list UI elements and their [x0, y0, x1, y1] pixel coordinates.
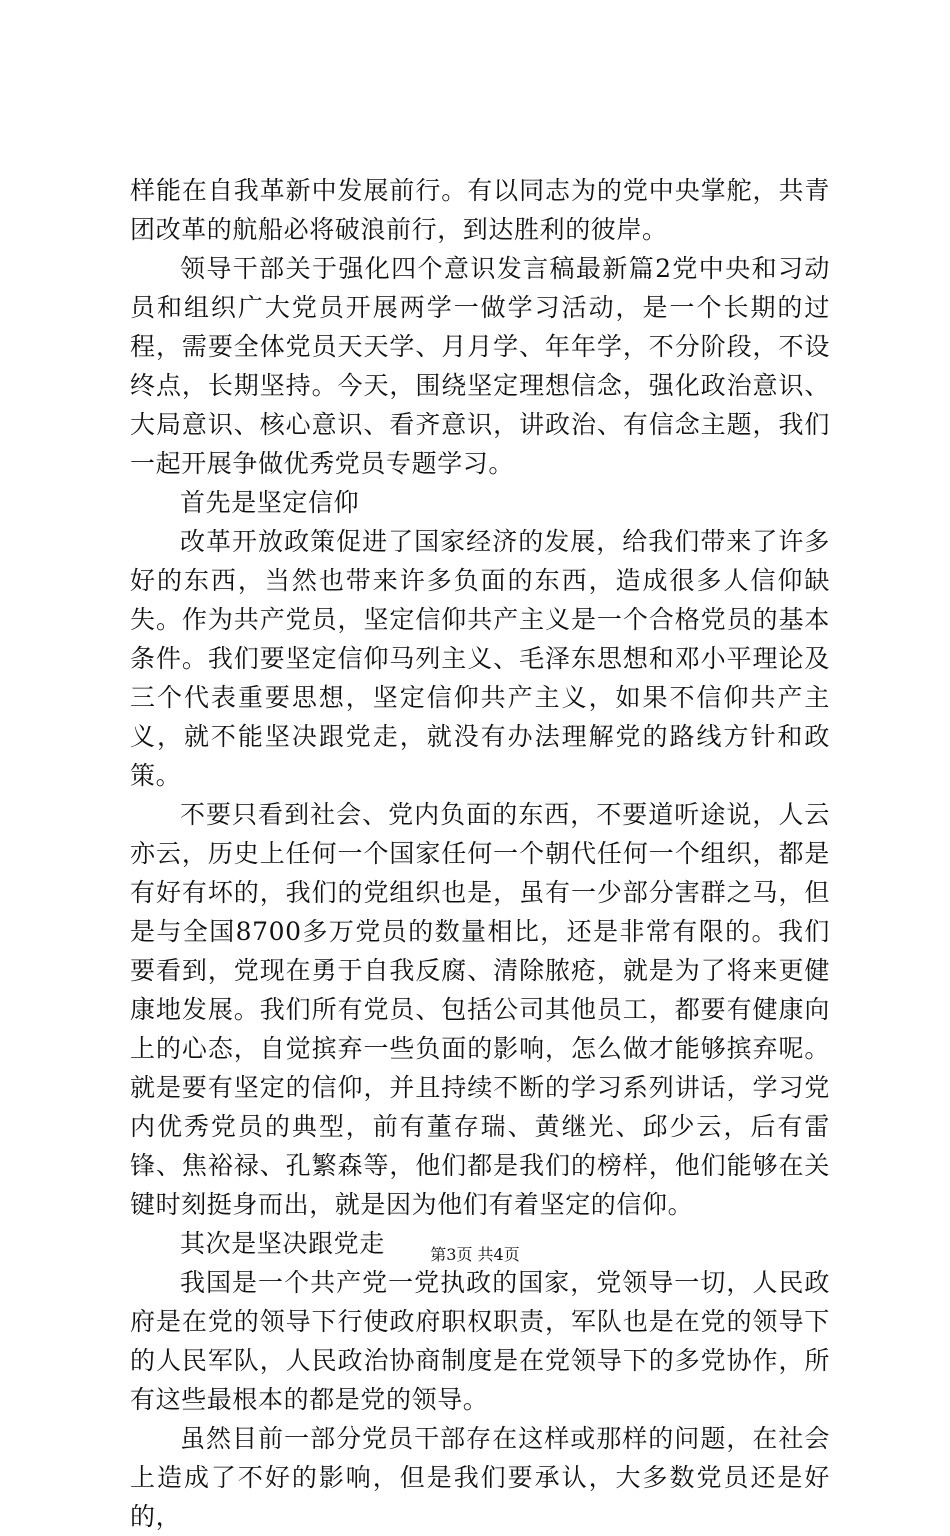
- page-number-footer: 第3页 共4页: [430, 1245, 520, 1264]
- document-body: [130, 171, 830, 1536]
- paragraph-continuation: 样能在自我革新中发展前行。有以同志为的党中央掌舵，共青团改革的航船必将破浪前行，到达胜利的彼岸。: [130, 176, 830, 244]
- paragraph-negative-influence: 不要只看到社会、党内负面的东西，不要道听途说，人云亦云，历史上任何一个国家任何一个朝代任何一个组织，都是有好有坏的，我们的党组织也是，虽有一少部分害群之马，但是与全国8700多万党员的数量相比，还是非常有限的。我们要看到，党现在勇于自我反腐、清除脓疮，就是为了将来更健康地发展。我们所有党员、包括公司其他员工，都要有健康向上的心态，自觉摈弃一些负面的影响，怎么做才能够摈弃呢。就是要有坚定的信仰，并且持续不断的学习系列讲话，学习党内优秀党员的典型，前有董存瑞、黄继光、邱少云，后有雷锋、焦裕禄、孔繁森等，他们都是我们的榜样，他们能够在关键时刻挺身而出，就是因为他们有着坚定的信仰。: [130, 800, 830, 1219]
- paragraph-most-members-good: 虽然目前一部分党员干部存在这样或那样的问题，在社会上造成了不好的影响，但是我们要承认，大多数党员还是好的，: [130, 1424, 830, 1531]
- paragraph-reform-belief: 改革开放政策促进了国家经济的发展，给我们带来了许多好的东西，当然也带来许多负面的东西，造成很多人信仰缺失。作为共产党员，坚定信仰共产主义是一个合格党员的基本条件。我们要坚定信仰马列主义、毛泽东思想和邓小平理论及三个代表重要思想，坚定信仰共产主义，如果不信仰共产主义，就不能坚决跟党走，就没有办法理解党的路线方针和政策。: [130, 527, 830, 790]
- paragraph-party-leadership: 我国是一个共产党一党执政的国家，党领导一切，人民政府是在党的领导下行使政府职权职责，军队也是在党的领导下的人民军队，人民政治协商制度是在党领导下的多党协作，所有这些最根本的都是党的领导。: [130, 1268, 830, 1414]
- section-heading-follow-party: 其次是坚决跟党走: [180, 1229, 385, 1258]
- section-heading-firm-belief: 首先是坚定信仰: [180, 488, 360, 517]
- paragraph-intro: 领导干部关于强化四个意识发言稿最新篇2党中央和习动员和组织广大党员开展两学一做学习活动，是一个长期的过程，需要全体党员天天学、月月学、年年学，不分阶段，不设终点，长期坚持。今天，围绕坚定理想信念，强化政治意识、大局意识、核心意识、看齐意识，讲政治、有信念主题，我们一起开展争做优秀党员专题学习。: [130, 254, 830, 478]
